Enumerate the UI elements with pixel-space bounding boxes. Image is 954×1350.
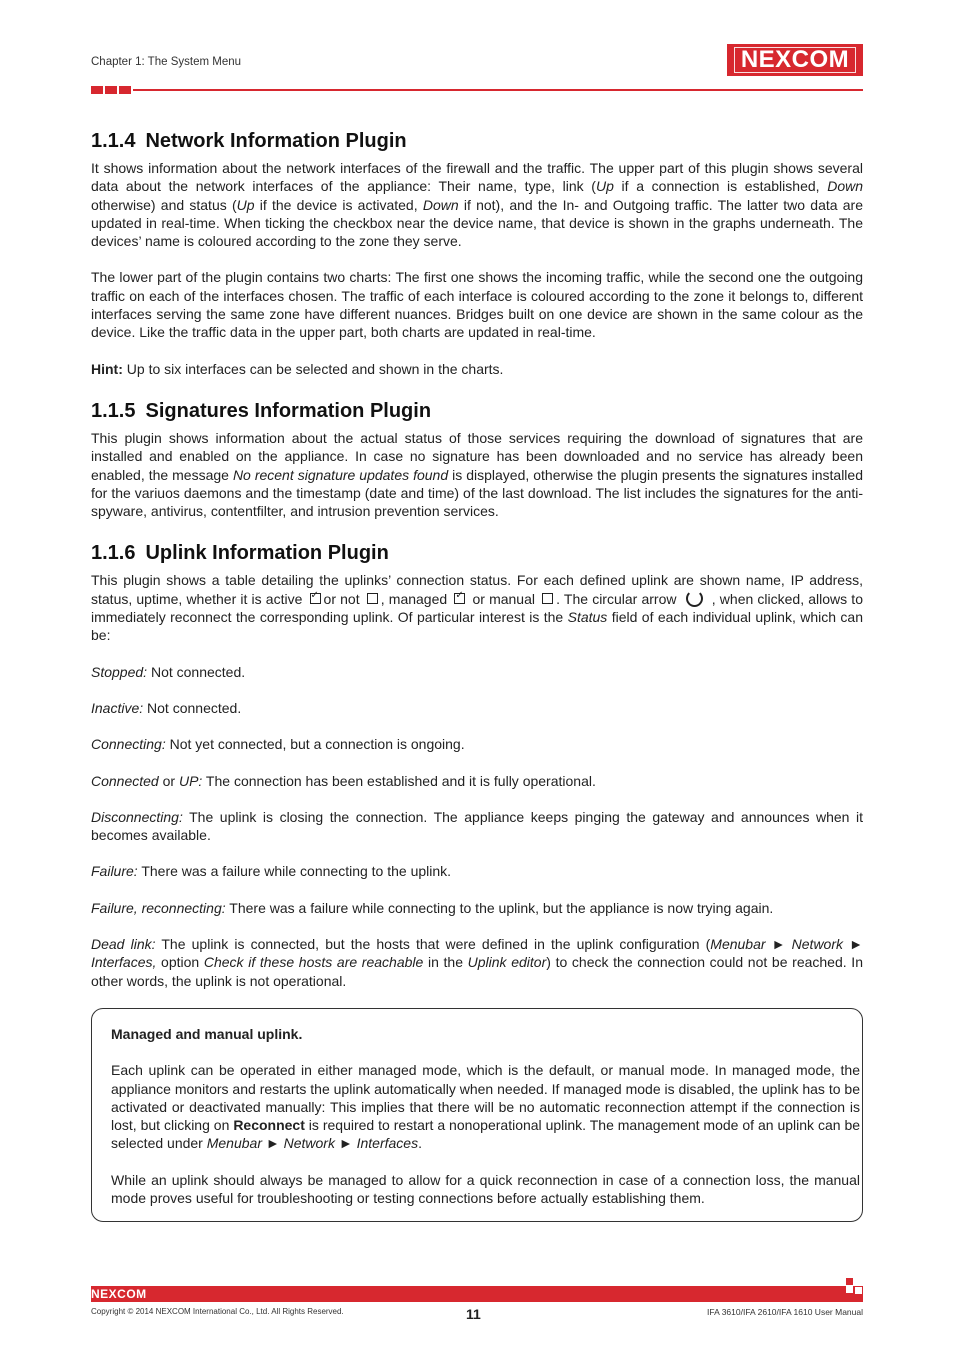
circular-arrow-icon — [686, 590, 703, 607]
header-block-3 — [119, 86, 131, 94]
footer-logo: NEXCOM — [91, 1287, 147, 1301]
section-title: Uplink Information Plugin — [145, 542, 389, 565]
page-content — [91, 130, 863, 990]
section-number: 1.1.4 — [91, 130, 136, 152]
unchecked-box-icon — [542, 593, 553, 604]
nexcom-logo — [727, 44, 863, 76]
footer-block-1 — [846, 1278, 853, 1285]
section-heading-1-1-4 — [91, 130, 863, 153]
note-paragraph-2: While an uplink should always be managed to allow for a quick reconnection in case of a connection loss, the manual mode proves useful for troubleshooting or testing connections before actually establishing them. — [111, 1171, 860, 1207]
chapter-title: Chapter 1: The System Menu — [91, 56, 241, 68]
state-stopped: Stopped: Not connected. — [91, 663, 246, 680]
note-paragraph-1: Each uplink can be operated in either managed mode, which is the default, or manual mode. In managed mode, the appliance monitors and restarts the uplink automatically when needed. If managed mode is disabled, the uplink has to be activated or deactivated manually: This implies that there will be no automatic reconnection attempt if the connection is lost, but clicking on Reconnect is required to restart a nonoperational uplink. The management mode of an uplink can be selected under Menubar ► Network ► Interfaces. — [111, 1062, 861, 1152]
header-block-1 — [91, 86, 103, 94]
hint: Hint: Up to six interfaces can be selected and shown in the charts. — [91, 360, 504, 377]
note-box — [91, 1008, 863, 1222]
footer-block-2 — [855, 1287, 862, 1294]
section-title: Signatures Information Plugin — [145, 399, 432, 422]
section-number: 1.1.5 — [91, 399, 136, 422]
paragraph-network-1: It shows information about the network interfaces of the firewall and the traffic. The upper part of this plugin shows several data about the network interfaces of the appliance: Their name, type, link (Up if a connection is established, Down otherwise) and status (Up if the device is activated, Down if not), and the In- and Outgoing traffic. The latter two data are updated in real-time. When ticking the checkbox near the device name, that device is shown in the graphs underneath. The devices’ name is coloured according to the zone they serve. — [91, 160, 864, 250]
paragraph-network-2: The lower part of the plugin contains two charts: The first one shows the incoming traffic, while the second one the outgoing traffic on each of the interfaces chosen. The traffic of each interface is coloured according to the zone it belongs to, different interfaces serving the same zone have different nuances. Bridges built on one device are shown in the same colour as the device. Like the traffic data in the upper part, both charts are updated in real-time. — [91, 269, 863, 341]
state-connecting: Connecting: Not yet connected, but a connection is ongoing. — [91, 736, 465, 753]
paragraph-uplink: This plugin shows a table detailing the uplinks’ connection status. For each defined uplink are shown name, IP address, status, uptime, whether it is active ✓or not , managed ✓ or manual . The circular arrow , when clicked, allows to immediately reconnect the corresponding uplink. Of particular interest is the Status field of each individual uplink, which can be: — [91, 571, 863, 644]
state-inactive: Inactive: Not connected. — [91, 699, 242, 716]
state-failure-reconnecting: Failure, reconnecting: There was a failure while connecting to the uplink, but the appliance is now trying again. — [91, 899, 774, 916]
checked-box-icon — [310, 593, 321, 604]
logo-text: NEXCOM — [734, 47, 856, 73]
header-rule — [133, 89, 863, 91]
state-connected: Connected or UP: The connection has been established and it is fully operational. — [91, 772, 596, 789]
footer-corner-gap — [846, 1286, 853, 1293]
state-dead-link: Dead link: The uplink is connected, but the hosts that were defined in the uplink configuration (Menubar ► Network ► Interfaces, option Check if these hosts are reachable in the Uplink editor) to check the connection could not be reached. In other words, the uplink is not operational. — [91, 936, 863, 989]
header-block-2 — [105, 86, 117, 94]
footer-bar — [91, 1286, 863, 1302]
manual-title: IFA 3610/IFA 2610/IFA 1610 User Manual — [707, 1307, 863, 1317]
section-title: Network Information Plugin — [145, 130, 407, 152]
state-failure: Failure: There was a failure while connecting to the uplink. — [91, 863, 452, 880]
unchecked-box-icon — [367, 593, 378, 604]
copyright-text: Copyright © 2014 NEXCOM International Co., Ltd. All Rights Reserved. — [91, 1307, 344, 1316]
checked-box-icon — [454, 593, 465, 604]
paragraph-signatures: This plugin shows information about the actual status of those services requiring the download of signatures that are installed and enabled on the appliance. In case no signature has been downloaded and no service has already been enabled, the message No recent signature updates found is displayed, otherwise the plugin presents the signatures installed for the variuos daemons and the timestamp (date and time) of the last download. The list includes the signatures for the anti-spyware, antivirus, contentfilter, and intrusion prevention services. — [91, 429, 863, 520]
section-number: 1.1.6 — [91, 542, 136, 565]
note-title: Managed and manual uplink. — [111, 1026, 303, 1042]
page-number: 11 — [466, 1306, 481, 1322]
state-disconnecting: Disconnecting: The uplink is closing the connection. The appliance keeps pinging the gateway and announces when it becomes available. — [91, 808, 863, 844]
section-heading-1-1-5 — [91, 400, 863, 423]
section-heading-1-1-6 — [91, 542, 863, 565]
